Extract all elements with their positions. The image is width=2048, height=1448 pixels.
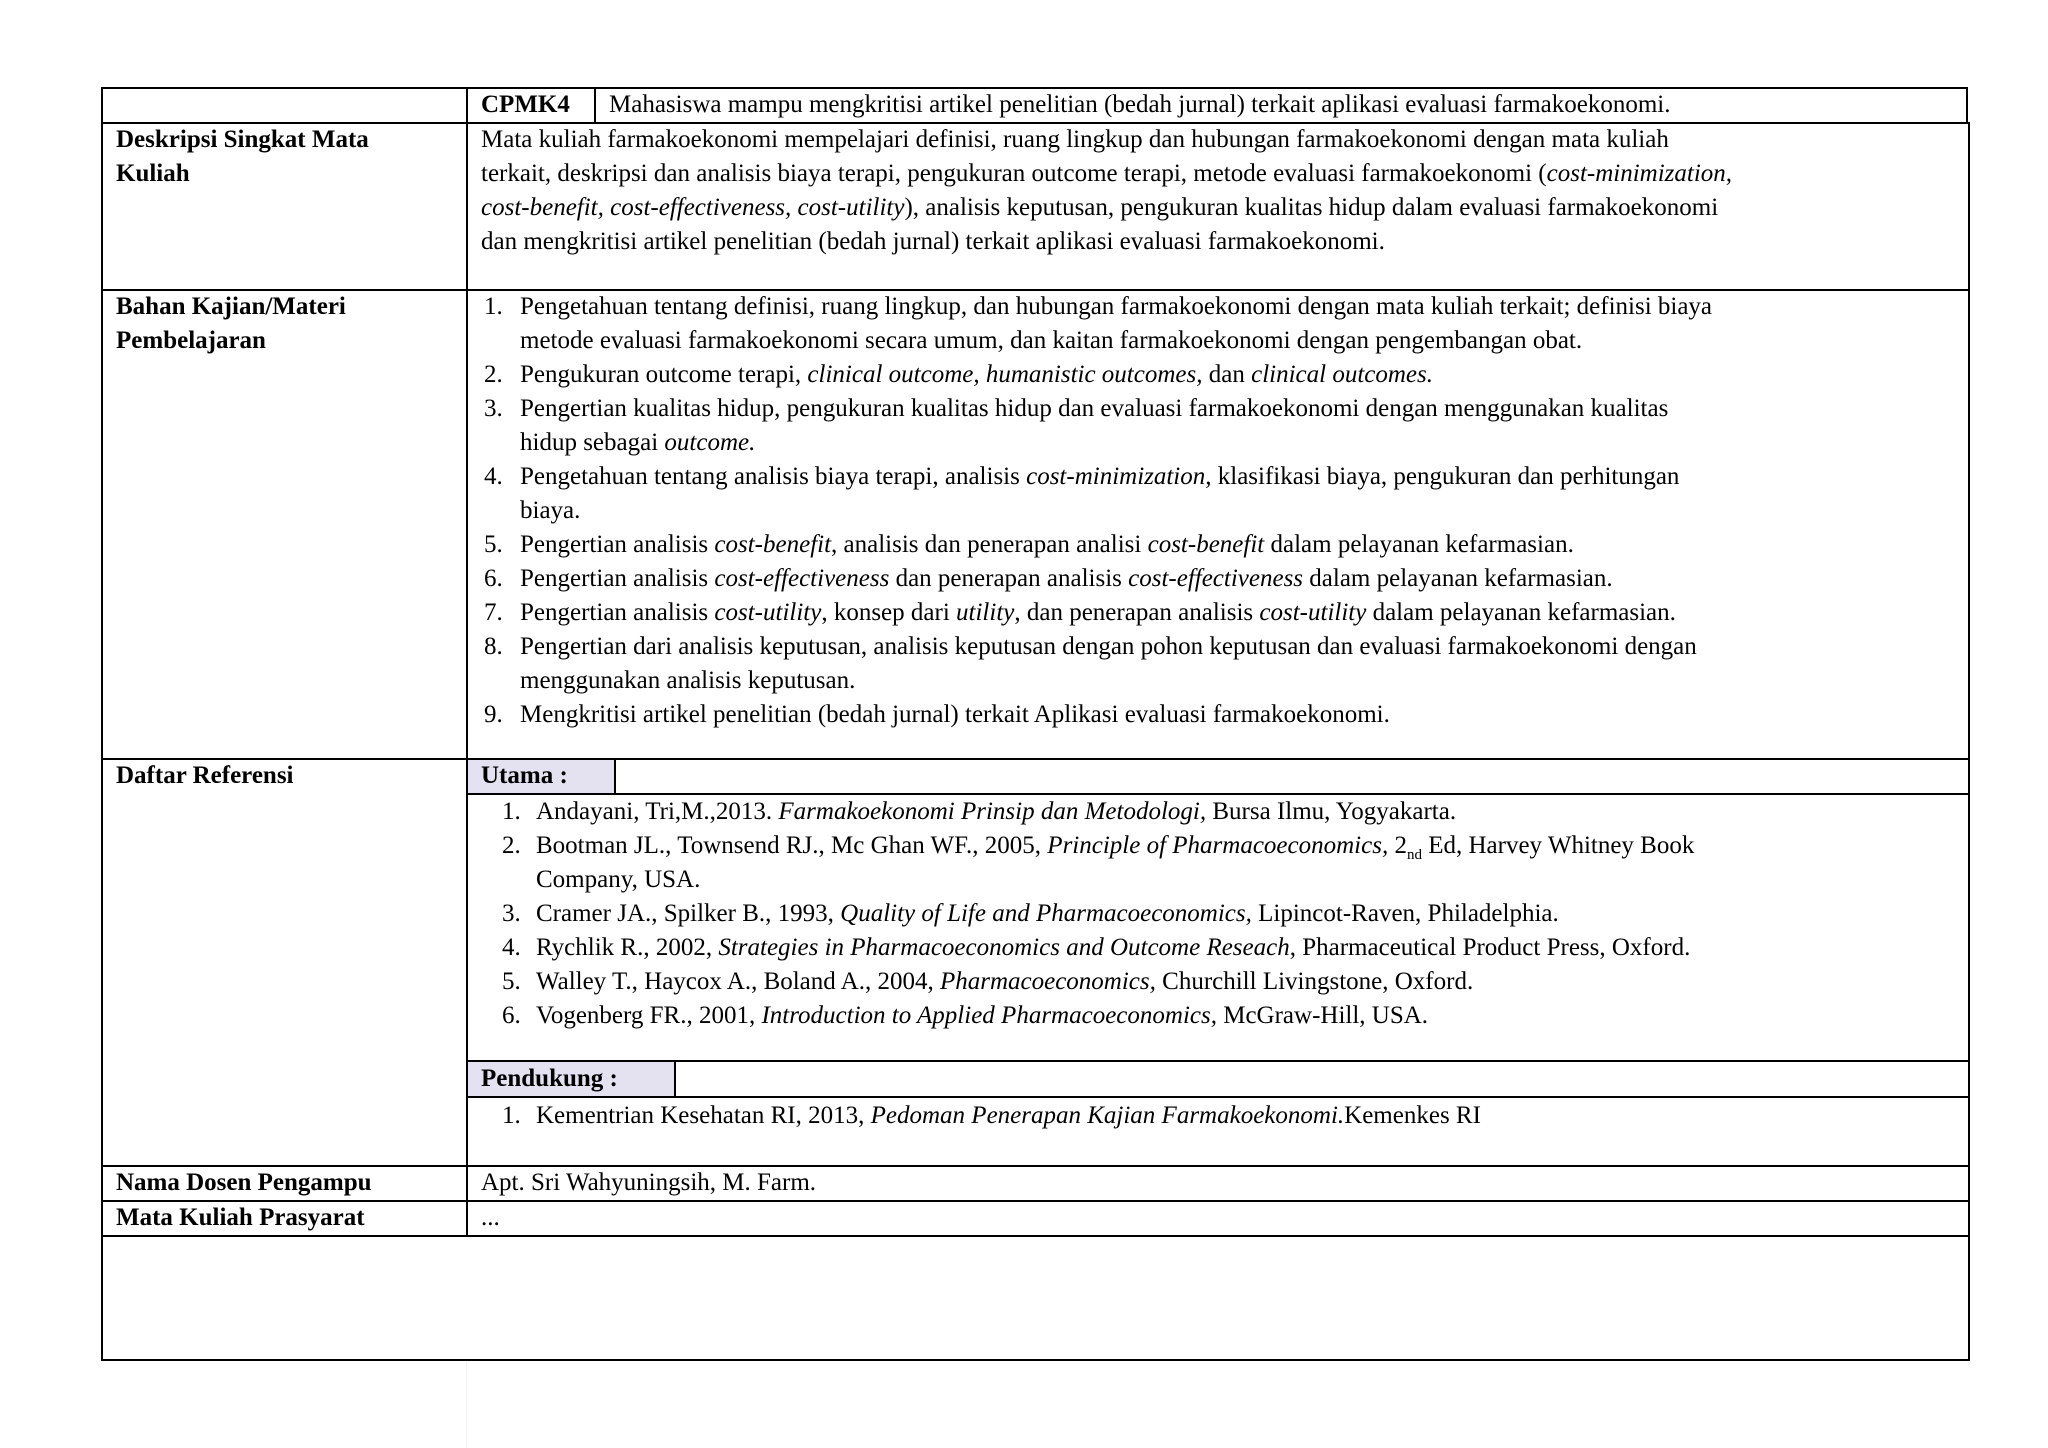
- faint-column-trace: [466, 1361, 467, 1448]
- table-right-border: [1968, 122, 1970, 1361]
- list-item: 5. Pengertian analisis cost-benefit, analisis dan penerapan analisi cost-benefit dalam pelayanan kefarmasian.: [484, 531, 1574, 558]
- referensi-label: Daftar Referensi: [116, 762, 294, 789]
- deskripsi-text: [481, 123, 1732, 259]
- list-item: 2. Pengukuran outcome terapi, clinical outcome, humanistic outcomes, dan clinical outcomes.: [484, 361, 1433, 388]
- deskripsi-label: [116, 123, 369, 191]
- list-item: 3. Pengertian kualitas hidup, pengukuran kualitas hidup dan evaluasi farmakoekonomi dengan menggunakan kualitas hidup sebagai outcome.: [484, 395, 1669, 456]
- utama-label-divider: [614, 758, 616, 794]
- list-item: 1. Kementrian Kesehatan RI, 2013, Pedoman Penerapan Kajian Farmakoekonomi.Kemenkes RI: [502, 1102, 1481, 1129]
- deskripsi-line4: dan mengkritisi artikel penelitian (bedah jurnal) terkait aplikasi evaluasi farmakoekonomi.: [481, 228, 1385, 255]
- row-divider-pendukung-header: [466, 1096, 1970, 1098]
- row-divider-bahan: [101, 758, 1970, 760]
- bahan-label: [116, 290, 346, 358]
- list-item: 6. Pengertian analisis cost-effectiveness dan penerapan analisis cost-effectiveness dalam pelayanan kefarmasian.: [484, 565, 1613, 592]
- list-item: 5. Walley T., Haycox A., Boland A., 2004, Pharmacoeconomics, Churchill Livingstone, Oxford.: [502, 968, 1474, 995]
- table-bottom-border: [101, 1359, 1970, 1361]
- list-item: 4. Pengetahuan tentang analisis biaya terapi, analisis cost-minimization, klasifikasi biaya, pengukuran dan perhitungan biaya.: [484, 463, 1680, 524]
- deskripsi-label-line2: Kuliah: [116, 160, 190, 187]
- deskripsi-line3: cost-benefit, cost-effectiveness, cost-utility), analisis keputusan, pengukuran kualitas hidup dalam evaluasi farmakoekonomi: [481, 194, 1719, 221]
- list-item: 8. Pengertian dari analisis keputusan, analisis keputusan dengan pohon keputusan dan evaluasi farmakoekonomi dengan menggunakan analisis keputusan.: [484, 633, 1697, 694]
- prasyarat-label: Mata Kuliah Prasyarat: [116, 1204, 365, 1231]
- prasyarat-value: ...: [481, 1204, 500, 1231]
- dosen-label: Nama Dosen Pengampu: [116, 1169, 372, 1196]
- utama-label: Utama :: [481, 762, 568, 789]
- row-divider-dosen: [101, 1200, 1970, 1202]
- list-item: 2. Bootman JL., Townsend RJ., Mc Ghan WF., 2005, Principle of Pharmacoeconomics, $2_{nd}$ Ed, Harvey Whitney Book Company, USA.: [502, 832, 1695, 893]
- list-item: 6. Vogenberg FR., 2001, Introduction to Applied Pharmacoeconomics, McGraw-Hill, USA.: [502, 1002, 1429, 1029]
- cpmk-code: CPMK4: [481, 91, 570, 118]
- row-divider-prasyarat: [101, 1235, 1970, 1237]
- list-item: 4. Rychlik R., 2002, Strategies in Pharmacoeconomics and Outcome Reseach, Pharmaceutical Product Press, Oxford.: [502, 934, 1691, 961]
- bahan-list: [484, 290, 1712, 732]
- pendukung-label-divider: [674, 1060, 676, 1097]
- list-item: 1. Pengetahuan tentang definisi, ruang lingkup, dan hubungan farmakoekonomi dengan mata kuliah terkait; definisi biaya metode evaluasi farmakoekonomi secara umum, dan kaitan farmakoekonomi dengan pengembangan obat.: [484, 293, 1713, 354]
- dosen-value: Apt. Sri Wahyuningsih, M. Farm.: [481, 1169, 817, 1196]
- deskripsi-line1: Mata kuliah farmakoekonomi mempelajari definisi, ruang lingkup dan hubungan farmakoekonomi dengan mata kuliah: [481, 126, 1669, 153]
- table-left-border: [101, 87, 103, 1361]
- list-item: 1. Andayani, Tri,M.,2013. Farmakoekonomi Prinsip dan Metodologi, Bursa Ilmu, Yogyakarta.: [502, 798, 1457, 825]
- cpmk-text: Mahasiswa mampu mengkritisi artikel penelitian (bedah jurnal) terkait aplikasi evaluasi farmakoekonomi.: [609, 91, 1671, 118]
- list-item: 3. Cramer JA., Spilker B., 1993, Quality of Life and Pharmacoeconomics, Lipincot-Raven, Philadelphia.: [502, 900, 1559, 927]
- pendukung-label: Pendukung :: [481, 1065, 618, 1092]
- list-item: 7. Pengertian analisis cost-utility, konsep dari utility, dan penerapan analisis cost-utility dalam pelayanan kefarmasian.: [484, 599, 1676, 626]
- cpmk-code-divider: [594, 87, 596, 123]
- bahan-label-line1: Bahan Kajian/Materi: [116, 293, 346, 320]
- table-right-border-top: [1966, 87, 1968, 123]
- list-item: 9. Mengkritisi artikel penelitian (bedah jurnal) terkait Aplikasi evaluasi farmakoekonomi.: [484, 701, 1390, 728]
- row-divider-utama-list: [466, 1060, 1970, 1062]
- deskripsi-line2: terkait, deskripsi dan analisis biaya terapi, pengukuran outcome terapi, metode evaluasi farmakoekonomi (cost-minimization,: [481, 160, 1733, 187]
- bahan-label-line2: Pembelajaran: [116, 327, 266, 354]
- row-divider-referensi: [101, 1165, 1970, 1167]
- utama-list: [502, 795, 1694, 1033]
- deskripsi-label-line1: Deskripsi Singkat Mata: [116, 126, 369, 153]
- pendukung-list: [502, 1099, 1481, 1133]
